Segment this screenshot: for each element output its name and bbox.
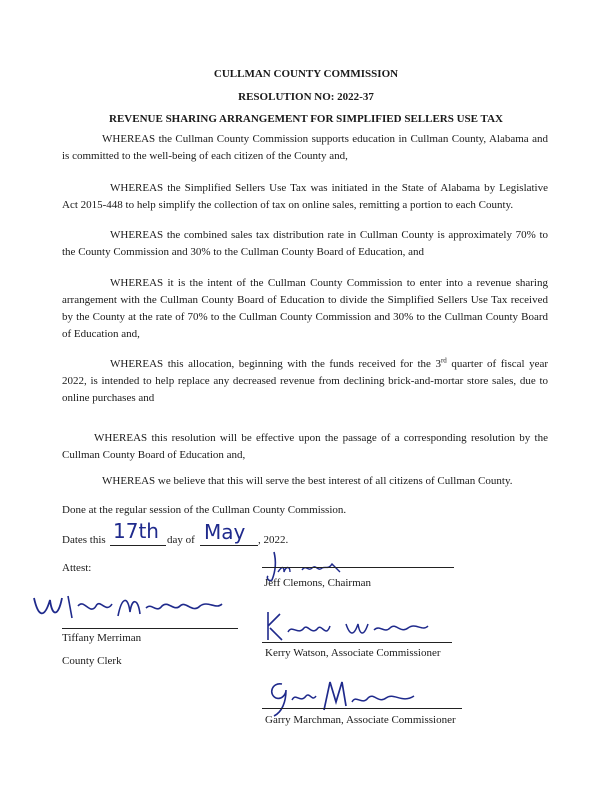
- resolution-subject: REVENUE SHARING ARRANGEMENT FOR SIMPLIFIED SELLERS USE TAX: [109, 113, 503, 125]
- clerk-title: County Clerk: [62, 655, 122, 667]
- dates-prefix: Dates this: [62, 534, 106, 546]
- dates-mid: day of: [167, 534, 195, 546]
- resolution-number: RESOLUTION NO: 2022-37: [238, 91, 374, 103]
- month-blank-line: [200, 545, 258, 546]
- commission-title: CULLMAN COUNTY COMMISSION: [213, 68, 399, 80]
- associate2-name: Garry Marchman, Associate Commissioner: [265, 714, 456, 726]
- associate1-name: Kerry Watson, Associate Commissioner: [265, 647, 441, 659]
- day-blank-line: [110, 545, 166, 546]
- whereas-7: WHEREAS we believe that this will serve the best interest of all citizens of Cullman County.: [102, 475, 513, 487]
- associate1-signature-line: [262, 642, 452, 643]
- allocation-text-a: WHEREAS this allocation, beginning with the funds received for the 3: [110, 358, 441, 370]
- dates-suffix: , 2022.: [258, 534, 289, 546]
- clerk-signature: [28, 586, 228, 630]
- whereas-6: WHEREAS this resolution will be effective upon the passage of a corresponding resolution by the Cullman County Board of Education and,: [62, 432, 548, 461]
- whereas-2: WHEREAS the Simplified Sellers Use Tax was initiated in the State of Alabama by Legislative Act 2015-448 to help simplify the collection of tax on online sales, remitting a portion to each County.: [62, 182, 548, 211]
- done-statement: Done at the regular session of the Cullman County Commission.: [62, 504, 347, 516]
- allocation-superscript: rd: [440, 356, 447, 365]
- whereas-5: [62, 356, 548, 407]
- clerk-signature-line: [62, 628, 238, 629]
- chairman-name: Jeff Clemons, Chairman: [264, 577, 372, 589]
- allocation-text-b: quarter of fiscal year 2022, is intended to help replace any decreased revenue from declining brick-and-mortar store sales, due to online purchases and: [62, 358, 549, 404]
- handwritten-month: May: [204, 520, 246, 544]
- handwritten-day: 17th: [113, 519, 159, 543]
- whereas-3: WHEREAS the combined sales tax distribution rate in Cullman County is approximately 70% to the County Commission and 30% to the Cullman County Board of Education, and: [62, 229, 548, 258]
- associate2-signature-line: [262, 708, 462, 709]
- attest-label: Attest:: [62, 562, 92, 574]
- clerk-name: Tiffany Merriman: [62, 632, 142, 644]
- whereas-1: WHEREAS the Cullman County Commission supports education in Cullman County, Alabama and is committed to the well-being of each citizen of the County and,: [62, 133, 548, 162]
- whereas-4: WHEREAS it is the intent of the Cullman County Commission to enter into a revenue sharing arrangement with the Cullman County Board of Education to divide the Simplified Sellers Use Tax received by the County at the rate of 70% to the Cullman County Commission and 30% to the Cullman County Board of Education and,: [62, 277, 548, 340]
- associate1-signature: [260, 606, 430, 646]
- chairman-signature-line: [262, 567, 454, 568]
